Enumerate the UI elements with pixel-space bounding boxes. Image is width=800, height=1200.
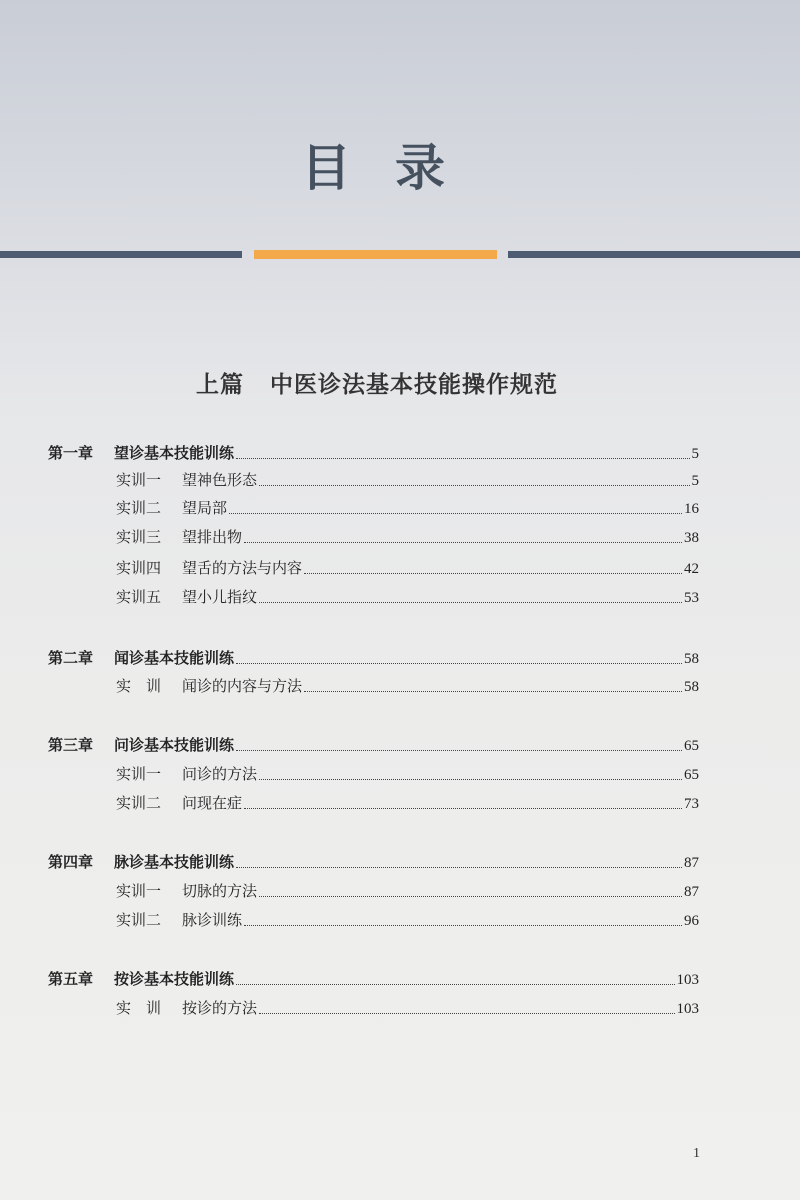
toc-entry-title: 切脉的方法 xyxy=(182,882,258,900)
toc-section-entry[interactable] xyxy=(116,556,699,578)
toc-entry-title: 闻诊的内容与方法 xyxy=(182,677,303,695)
toc-entry-number: 第四章 xyxy=(48,853,94,871)
toc-page-number: 5 xyxy=(691,446,699,462)
toc-leader-dots xyxy=(236,867,682,868)
toc-page-number: 103 xyxy=(676,1001,699,1017)
page-title: 目录 xyxy=(301,139,489,197)
toc-leader-dots xyxy=(244,808,682,809)
toc-leader-dots xyxy=(259,602,682,603)
toc-section-entry[interactable] xyxy=(116,879,699,901)
toc-page-number: 53 xyxy=(684,590,699,606)
toc-leader-dots xyxy=(244,542,682,543)
toc-entry-number: 实训二 xyxy=(116,499,162,517)
toc-section-entry[interactable] xyxy=(116,674,699,696)
toc-page-number: 73 xyxy=(684,796,699,812)
toc-page-number: 42 xyxy=(684,561,699,577)
toc-leader-dots xyxy=(259,485,689,486)
toc-entry-title: 问诊基本技能训练 xyxy=(114,736,235,754)
toc-entry-title: 望局部 xyxy=(182,499,228,517)
toc-leader-dots xyxy=(236,458,689,459)
toc-entry-number: 第二章 xyxy=(48,649,94,667)
toc-entry-number: 实训四 xyxy=(116,559,162,577)
toc-page-number: 38 xyxy=(684,530,699,546)
toc-leader-dots xyxy=(229,513,682,514)
toc-leader-dots xyxy=(244,925,682,926)
toc-entry-number: 实 训 xyxy=(116,999,162,1017)
part-label: 上篇 xyxy=(196,372,244,398)
toc-entry-number: 实训二 xyxy=(116,911,162,929)
toc-page-number: 103 xyxy=(676,972,699,988)
toc-section-entry[interactable] xyxy=(116,585,699,607)
toc-entry-title: 闻诊基本技能训练 xyxy=(114,649,235,667)
toc-entry-number: 第五章 xyxy=(48,970,94,988)
toc-page-number: 5 xyxy=(691,473,699,489)
toc-section-entry[interactable] xyxy=(116,468,699,490)
toc-entry-number: 实训五 xyxy=(116,588,162,606)
toc-page-number: 58 xyxy=(684,679,699,695)
toc-entry-number: 实训二 xyxy=(116,794,162,812)
toc-section-entry[interactable] xyxy=(116,525,699,547)
toc-section-entry[interactable] xyxy=(116,908,699,930)
toc-entry-number: 实训一 xyxy=(116,471,162,489)
toc-leader-dots xyxy=(236,750,682,751)
toc-entry-title: 按诊基本技能训练 xyxy=(114,970,235,988)
toc-entry-number: 实训一 xyxy=(116,882,162,900)
toc-entry-number: 实训三 xyxy=(116,528,162,546)
toc-entry-title: 问现在症 xyxy=(182,794,243,812)
toc-entry-title: 按诊的方法 xyxy=(182,999,258,1017)
toc-section-entry[interactable] xyxy=(116,996,699,1018)
toc-entry-title: 问诊的方法 xyxy=(182,765,258,783)
toc-entry-title: 望小儿指纹 xyxy=(182,588,258,606)
toc-chapter-entry[interactable] xyxy=(48,967,699,989)
toc-chapter-entry[interactable] xyxy=(48,441,699,463)
toc-entry-title: 望排出物 xyxy=(182,528,243,546)
toc-leader-dots xyxy=(236,663,682,664)
toc-leader-dots xyxy=(259,1013,674,1014)
toc-page-number: 65 xyxy=(684,767,699,783)
toc-leader-dots xyxy=(259,779,682,780)
toc-page-number: 96 xyxy=(684,913,699,929)
toc-entry-title: 望舌的方法与内容 xyxy=(182,559,303,577)
toc-page-number: 87 xyxy=(684,884,699,900)
toc-chapter-entry[interactable] xyxy=(48,646,699,668)
toc-leader-dots xyxy=(304,691,682,692)
toc-entry-number: 实训一 xyxy=(116,765,162,783)
toc-chapter-entry[interactable] xyxy=(48,850,699,872)
page-number: 1 xyxy=(693,1146,700,1161)
toc-entry-title: 脉诊基本技能训练 xyxy=(114,853,235,871)
toc-section-entry[interactable] xyxy=(116,791,699,813)
toc-page-number: 16 xyxy=(684,501,699,517)
toc-entry-title: 望诊基本技能训练 xyxy=(114,444,235,462)
toc-entry-number: 实 训 xyxy=(116,677,162,695)
toc-section-entry[interactable] xyxy=(116,496,699,518)
toc-entry-number: 第一章 xyxy=(48,444,94,462)
toc-entry-title: 望神色形态 xyxy=(182,471,258,489)
part-title-text: 中医诊法基本技能操作规范 xyxy=(270,372,558,398)
toc-section-entry[interactable] xyxy=(116,762,699,784)
toc-leader-dots xyxy=(304,573,682,574)
toc-leader-dots xyxy=(259,896,682,897)
toc-page-number: 58 xyxy=(684,651,699,667)
toc-page-number: 87 xyxy=(684,855,699,871)
toc-entry-title: 脉诊训练 xyxy=(182,911,243,929)
toc-chapter-entry[interactable] xyxy=(48,733,699,755)
toc-entry-number: 第三章 xyxy=(48,736,94,754)
toc-leader-dots xyxy=(236,984,674,985)
toc-page-number: 65 xyxy=(684,738,699,754)
